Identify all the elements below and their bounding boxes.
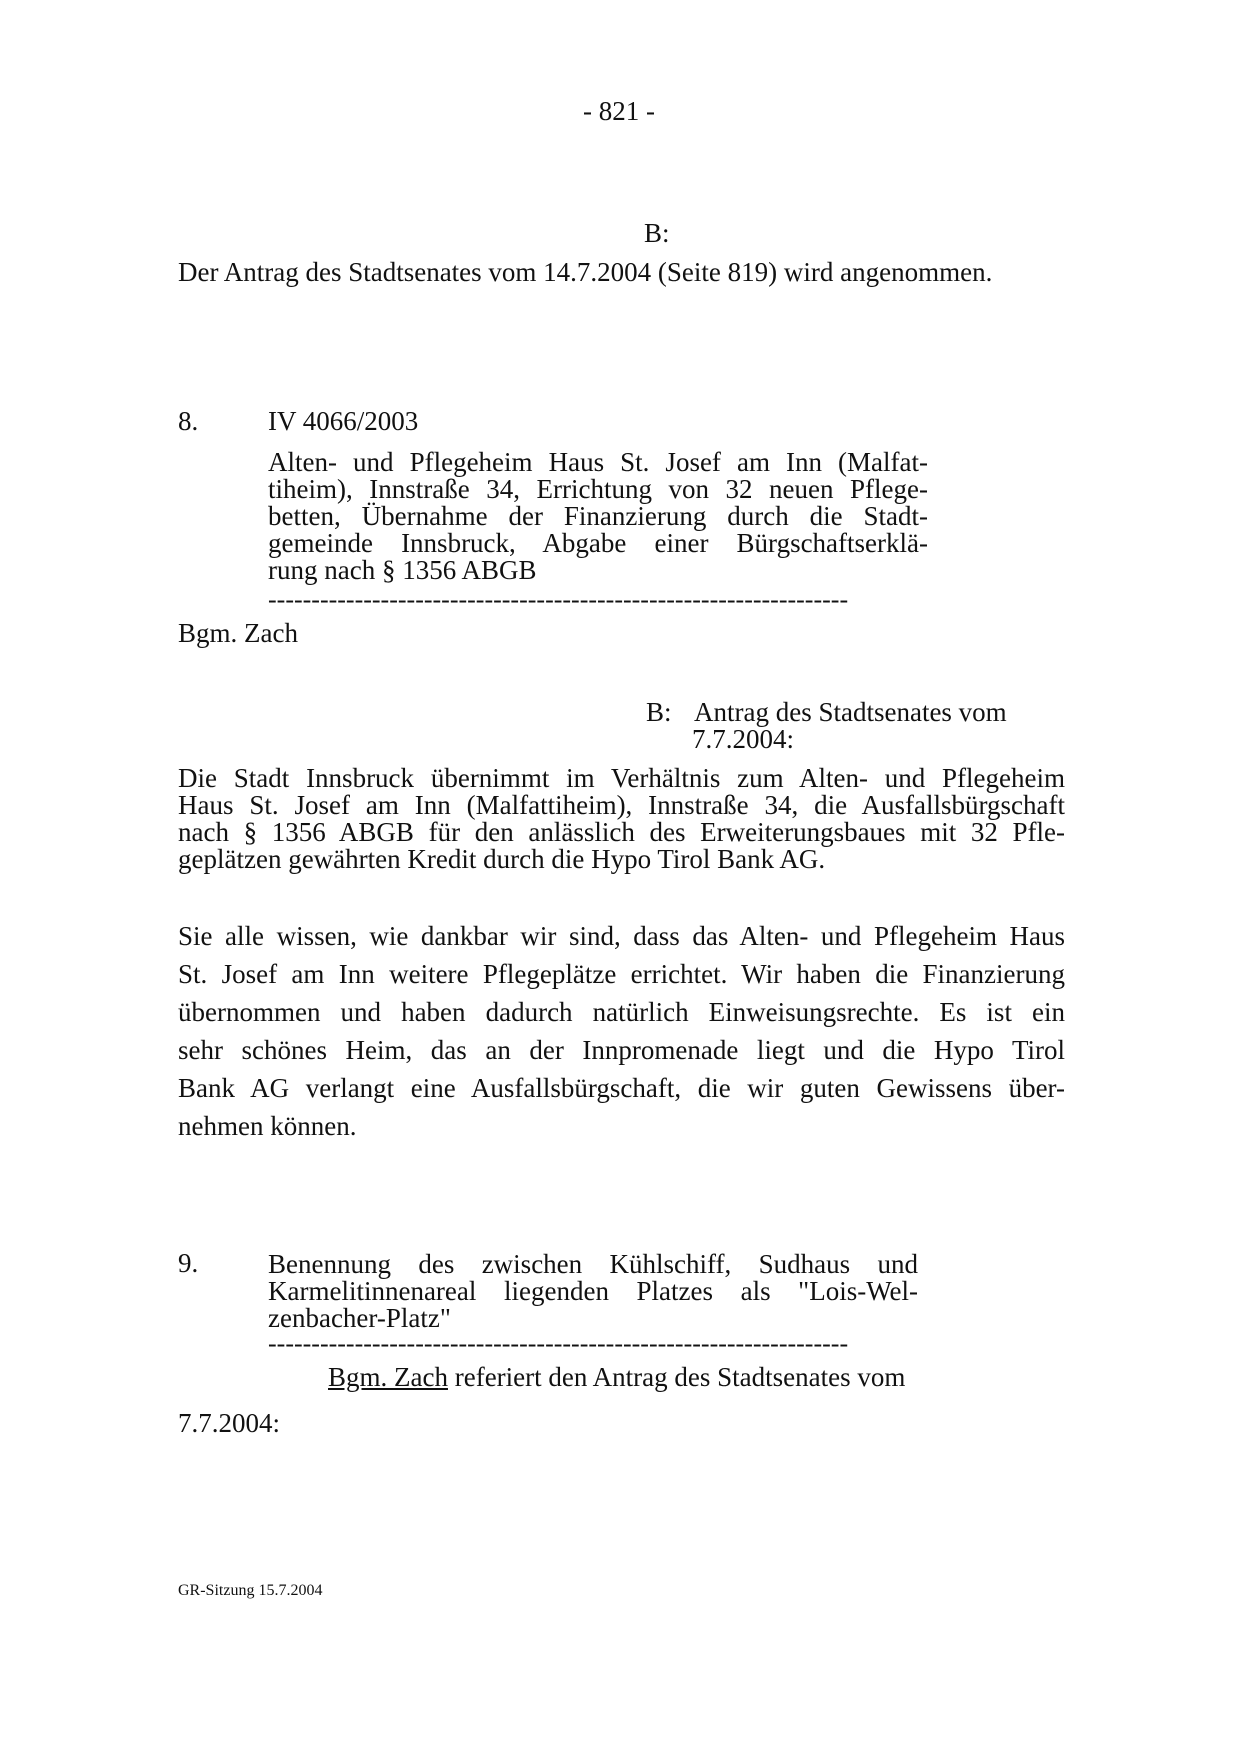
speech-line: Bank AG verlangt eine Ausfallsbürgschaft, die wir guten Gewissens über-	[178, 1073, 1065, 1103]
motion-text-line: Haus St. Josef am Inn (Malfattiheim), Innstraße 34, die Ausfallsbürgschaft	[178, 790, 1065, 820]
item-number: 9.	[178, 1248, 199, 1278]
item-title-line: Benennung des zwischen Kühlschiff, Sudhaus und	[268, 1249, 918, 1279]
item-title	[268, 1251, 918, 1332]
speech-line: Sie alle wissen, wie dankbar wir sind, dass das Alten- und Pflegeheim Haus	[178, 921, 1065, 951]
motion-text	[178, 765, 1065, 873]
separator-line: -------------------------------------------------------------------	[268, 590, 849, 610]
separator-line: -------------------------------------------------------------------	[268, 1334, 849, 1354]
motion-text-line: Die Stadt Innsbruck übernimmt im Verhältnis zum Alten- und Pflegeheim	[178, 763, 1065, 793]
item-title-line: rung nach § 1356 ABGB	[268, 555, 537, 585]
item-title-line: Alten- und Pflegeheim Haus St. Josef am Inn (Malfat-	[268, 447, 928, 477]
resolution-label: B:	[644, 218, 670, 248]
motion-text-line: geplätzen gewährten Kredit durch die Hypo Tirol Bank AG.	[178, 844, 826, 874]
speaker-name: Bgm. Zach	[328, 1362, 448, 1392]
speaker-text: referiert den Antrag des Stadtsenates vom	[454, 1362, 906, 1392]
motion-heading-line: Antrag des Stadtsenates vom	[694, 697, 1007, 727]
speech-line: nehmen können.	[178, 1111, 357, 1141]
speaker-line	[328, 1362, 905, 1392]
item-title-line: zenbacher-Platz"	[268, 1303, 451, 1333]
motion-text-line: nach § 1356 ABGB für den anlässlich des Erweiterungsbaues mit 32 Pfle-	[178, 817, 1065, 847]
item-title-line: Karmelitinnenareal liegenden Platzes als "Lois-Wel-	[268, 1276, 918, 1306]
speaker-name: Bgm. Zach	[178, 618, 298, 648]
motion-label: B:	[646, 697, 672, 727]
item-number: 8.	[178, 406, 199, 436]
page-number: - 821 -	[583, 96, 655, 126]
motion-heading-line: 7.7.2004:	[692, 724, 795, 754]
item-title	[268, 449, 928, 584]
footer-session-date: GR-Sitzung 15.7.2004	[178, 1582, 323, 1599]
speech-line: sehr schönes Heim, das an der Innpromenade liegt und die Hypo Tirol	[178, 1035, 1065, 1065]
motion-heading	[694, 699, 1007, 753]
resolution-text: Der Antrag des Stadtsenates vom 14.7.2004 (Seite 819) wird angenommen.	[178, 257, 993, 287]
item-title-line: gemeinde Innsbruck, Abgabe einer Bürgschaftserklä-	[268, 528, 928, 558]
motion-date: 7.7.2004:	[178, 1408, 281, 1438]
speech-line: St. Josef am Inn weitere Pflegeplätze errichtet. Wir haben die Finanzierung	[178, 959, 1065, 989]
item-reference: IV 4066/2003	[268, 406, 419, 436]
item-title-line: betten, Übernahme der Finanzierung durch die Stadt-	[268, 501, 928, 531]
speech-line: übernommen und haben dadurch natürlich Einweisungsrechte. Es ist ein	[178, 997, 1065, 1027]
speech-paragraph	[178, 917, 1065, 1145]
item-title-line: tiheim), Innstraße 34, Errichtung von 32 neuen Pflege-	[268, 474, 928, 504]
